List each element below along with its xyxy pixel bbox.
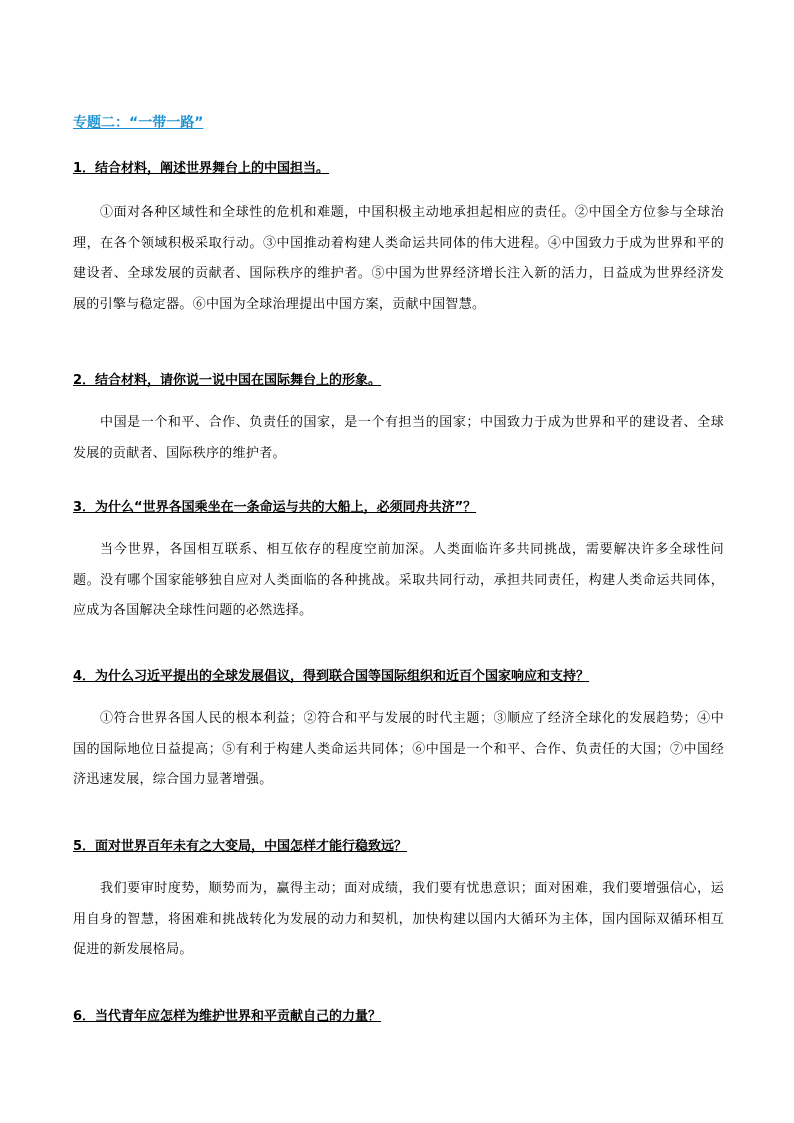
question-3: 3．为什么“世界各国乘坐在一条命运与共的大船上，必须同舟共济”？ [73, 500, 477, 515]
answer-2: 中国是一个和平、合作、负责任的国家，是一个有担当的国家；中国致力于成为世界和平的建设者、全球发展的贡献者、国际秩序的维护者。 [73, 415, 724, 461]
answer-1: ①面对各种区域性和全球性的危机和难题，中国积极主动地承担起相应的责任。②中国全方位参与全球治理，在各个领域积极采取行动。③中国推动着构建人类命运共同体的伟大进程。④中国致力于成为世界和平的建设者、全球发展的贡献者、国际秩序的维护者。⑤中国为世界经济增长注入新的活力，日益成为世界经济发展的引擎与稳定器。⑥中国为全球治理提出中国方案，贡献中国智慧。 [73, 205, 724, 312]
answer-4: ①符合世界各国人民的根本利益；②符合和平与发展的时代主题；③顺应了经济全球化的发展趋势；④中国的国际地位日益提高；⑤有利于构建人类命运共同体；⑥中国是一个和平、合作、负责任的大国；⑦中国经济迅速发展，综合国力显著增强。 [73, 711, 724, 787]
question-6: 6．当代青年应怎样为维护世界和平贡献自己的力量？ [73, 1009, 382, 1024]
question-1: 1．结合材料，阐述世界舞台上的中国担当。 [73, 161, 330, 176]
topic-title: 专题二：“一带一路” [73, 115, 204, 131]
question-4: 4．为什么习近平提出的全球发展倡议，得到联合国等国际组织和近百个国家响应和支持？ [73, 669, 590, 684]
answer-3: 当今世界，各国相互联系、相互依存的程度空前加深。人类面临许多共同挑战，需要解决许多全球性问题。没有哪个国家能够独自应对人类面临的各种挑战。采取共同行动，承担共同责任，构建人类命运共同体，应成为各国解决全球性问题的必然选择。 [73, 542, 724, 618]
answer-5: 我们要审时度势，顺势而为，赢得主动；面对成绩，我们要有忧患意识；面对困难，我们要增强信心，运用自身的智慧，将困难和挑战转化为发展的动力和契机，加快构建以国内大循环为主体，国内国际双循环相互促进的新发展格局。 [73, 881, 724, 957]
question-2: 2．结合材料，请你说一说中国在国际舞台上的形象。 [73, 373, 382, 388]
question-5: 5．面对世界百年未有之大变局，中国怎样才能行稳致远？ [73, 839, 408, 854]
